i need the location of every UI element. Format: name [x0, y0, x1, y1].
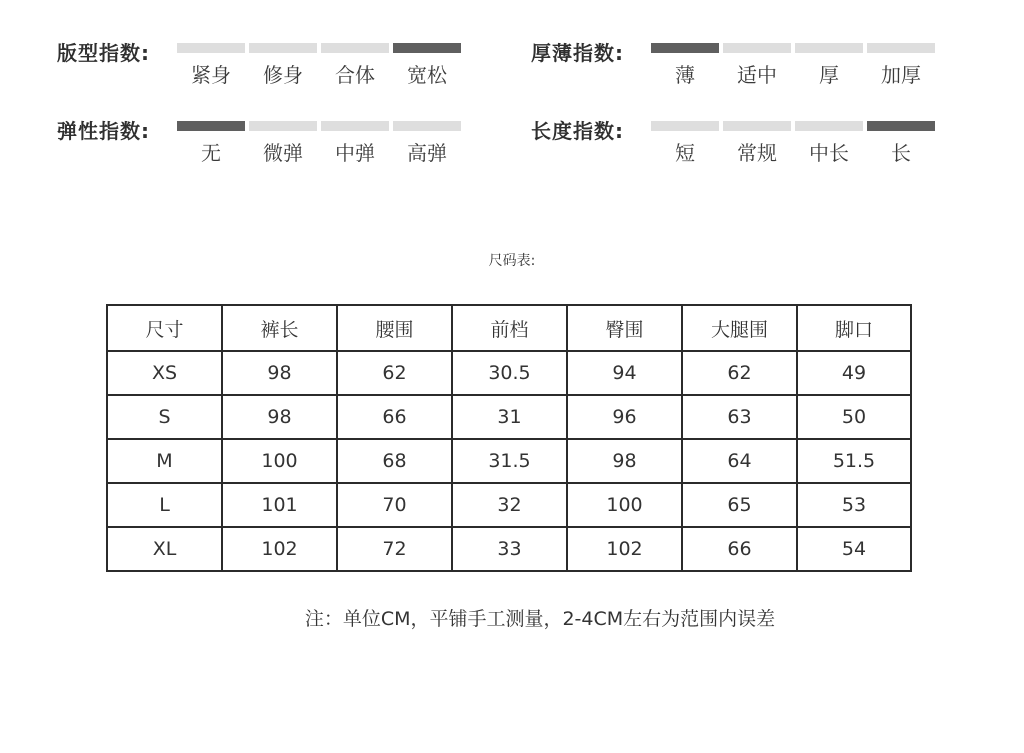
thickness-index-title: 厚薄指数: [531, 41, 624, 65]
table-cell: XL [107, 527, 222, 571]
table-header-row [107, 305, 911, 351]
table-cell: 66 [682, 527, 797, 571]
elasticity-index-labels [177, 137, 461, 166]
thickness-index-bar [723, 43, 791, 53]
elasticity-index-bar [177, 121, 245, 131]
table-cell: M [107, 439, 222, 483]
elasticity-option-label: 中弹 [335, 141, 375, 165]
fit-option-label: 紧身 [191, 63, 231, 87]
table-row [107, 483, 911, 527]
length-index-title: 长度指数: [531, 119, 624, 143]
table-cell: 98 [222, 395, 337, 439]
size-chart-caption: 尺码表: [488, 253, 536, 269]
thickness-option-label: 适中 [737, 63, 777, 87]
length-option-label: 常规 [737, 141, 777, 165]
elasticity-index-bar [249, 121, 317, 131]
elasticity-index-title: 弹性指数: [57, 119, 150, 143]
table-cell: 98 [567, 439, 682, 483]
table-cell: S [107, 395, 222, 439]
thickness-option-label: 厚 [819, 63, 839, 87]
table-cell: 102 [567, 527, 682, 571]
length-option-label: 长 [891, 141, 911, 165]
elasticity-index-bar [321, 121, 389, 131]
fit-index-bars [177, 43, 461, 53]
fit-option-label: 合体 [335, 63, 375, 87]
thickness-index-labels [651, 59, 935, 88]
table-cell: 64 [682, 439, 797, 483]
column-header: 臀围 [567, 305, 682, 351]
table-cell: 72 [337, 527, 452, 571]
table-cell: 32 [452, 483, 567, 527]
table-cell: 62 [337, 351, 452, 395]
length-index-labels [651, 137, 935, 166]
column-header: 尺寸 [107, 305, 222, 351]
length-index-bars [651, 121, 935, 131]
table-cell: 62 [682, 351, 797, 395]
table-cell: 100 [222, 439, 337, 483]
fit-index-bar [177, 43, 245, 53]
column-header: 前档 [452, 305, 567, 351]
measurement-note: 注：单位CM，平铺手工测量，2-4CM左右为范围内误差 [304, 608, 776, 630]
fit-index-bar [393, 43, 461, 53]
table-cell: 51.5 [797, 439, 911, 483]
elasticity-index-bars [177, 121, 461, 131]
fit-option-label: 修身 [263, 63, 303, 87]
table-cell: 30.5 [452, 351, 567, 395]
fit-index-bar [249, 43, 317, 53]
table-cell: 33 [452, 527, 567, 571]
elasticity-option-label: 微弹 [263, 141, 303, 165]
fit-index-title: 版型指数: [57, 41, 150, 65]
length-index-bar [867, 121, 935, 131]
fit-option-label: 宽松 [407, 63, 447, 87]
table-cell: XS [107, 351, 222, 395]
table-cell: 94 [567, 351, 682, 395]
table-row [107, 395, 911, 439]
elasticity-option-label: 高弹 [407, 141, 447, 165]
table-cell: 66 [337, 395, 452, 439]
column-header: 腰围 [337, 305, 452, 351]
table-cell: 49 [797, 351, 911, 395]
table-cell: 98 [222, 351, 337, 395]
table-cell: 63 [682, 395, 797, 439]
table-cell: 50 [797, 395, 911, 439]
fit-index-bar [321, 43, 389, 53]
length-option-label: 中长 [809, 141, 849, 165]
table-cell: L [107, 483, 222, 527]
thickness-index-bars [651, 43, 935, 53]
table-cell: 31 [452, 395, 567, 439]
elasticity-option-label: 无 [201, 141, 221, 165]
table-row [107, 351, 911, 395]
column-header: 大腿围 [682, 305, 797, 351]
thickness-index-bar [651, 43, 719, 53]
elasticity-index-bar [393, 121, 461, 131]
thickness-option-label: 加厚 [881, 63, 921, 87]
size-chart-table [106, 304, 912, 572]
table-cell: 102 [222, 527, 337, 571]
table-cell: 65 [682, 483, 797, 527]
table-row [107, 439, 911, 483]
table-cell: 68 [337, 439, 452, 483]
fit-index-labels [177, 59, 461, 88]
table-cell: 101 [222, 483, 337, 527]
table-cell: 70 [337, 483, 452, 527]
table-row [107, 527, 911, 571]
column-header: 裤长 [222, 305, 337, 351]
thickness-index-bar [867, 43, 935, 53]
length-index-bar [723, 121, 791, 131]
thickness-index-bar [795, 43, 863, 53]
column-header: 脚口 [797, 305, 911, 351]
length-index-bar [651, 121, 719, 131]
thickness-option-label: 薄 [675, 63, 695, 87]
table-cell: 53 [797, 483, 911, 527]
table-cell: 100 [567, 483, 682, 527]
table-cell: 31.5 [452, 439, 567, 483]
length-index-bar [795, 121, 863, 131]
table-cell: 54 [797, 527, 911, 571]
table-cell: 96 [567, 395, 682, 439]
length-option-label: 短 [675, 141, 695, 165]
